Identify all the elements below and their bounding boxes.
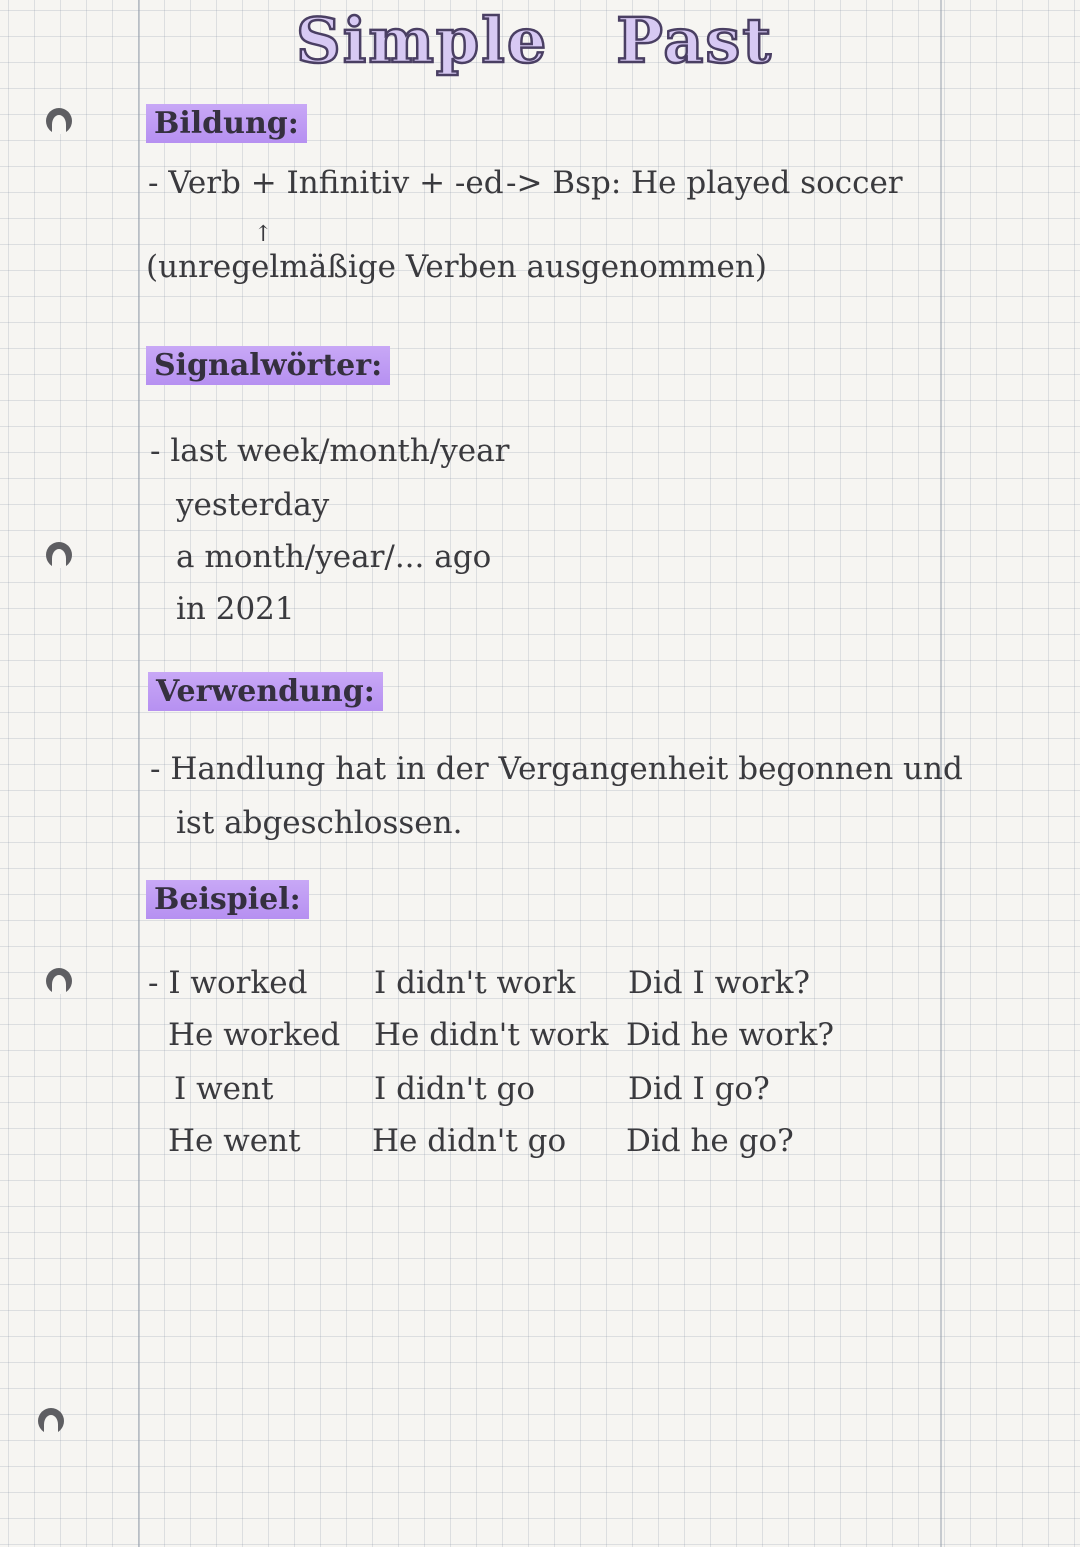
punch-hole <box>46 968 72 994</box>
example-negative: I didn't work <box>374 965 576 1001</box>
example-question: Did I work? <box>628 965 810 1001</box>
heading-beispiel: Beispiel: <box>146 880 309 919</box>
example-affirmative: I went <box>174 1071 274 1107</box>
verwendung-line-1: - Handlung hat in der Vergangenheit begonnen und <box>150 751 963 787</box>
example-question: Did he go? <box>626 1123 794 1159</box>
signal-item: - last week/month/year <box>150 433 510 469</box>
bildung-example: -> Bsp: He played soccer <box>506 165 903 201</box>
heading-bildung: Bildung: <box>146 104 307 143</box>
signal-item: in 2021 <box>176 591 295 627</box>
signal-item: a month/year/... ago <box>176 539 492 575</box>
heading-verwendung: Verwendung: <box>148 672 383 711</box>
punch-hole <box>46 108 72 134</box>
bildung-rule: - Verb + Infinitiv + -ed <box>148 165 504 201</box>
example-negative: He didn't go <box>372 1123 567 1159</box>
title-word-2: Past <box>616 4 773 77</box>
example-affirmative: He went <box>168 1123 301 1159</box>
bildung-note: (unregelmäßige Verben ausgenommen) <box>146 249 767 285</box>
arrow-up-icon: ↑ <box>254 222 273 247</box>
example-question: Did I go? <box>628 1071 770 1107</box>
punch-hole <box>46 542 72 568</box>
example-affirmative: - I worked <box>148 965 308 1001</box>
punch-hole <box>38 1408 64 1434</box>
example-question: Did he work? <box>626 1017 835 1053</box>
heading-signalwoerter: Signalwörter: <box>146 346 390 385</box>
example-negative: He didn't work <box>374 1017 609 1053</box>
verwendung-line-2: ist abgeschlossen. <box>176 805 463 841</box>
page-title <box>296 4 773 77</box>
example-affirmative: He worked <box>168 1017 341 1053</box>
left-margin-line <box>138 0 140 1547</box>
signal-item: yesterday <box>176 487 330 523</box>
title-word-1: Simple <box>296 4 549 77</box>
example-negative: I didn't go <box>374 1071 536 1107</box>
